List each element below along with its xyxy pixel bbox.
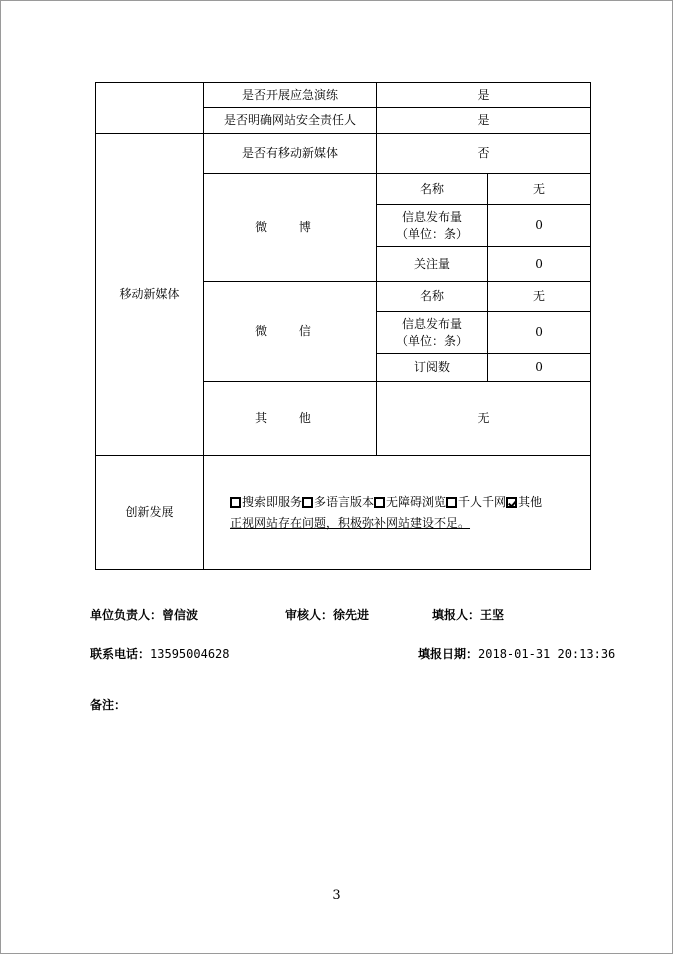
remark-label: 备注： (90, 698, 127, 712)
option-label: 无障碍浏览 (386, 494, 447, 509)
drill-value: 是 (377, 83, 591, 108)
unit-head-line (90, 606, 198, 623)
reviewer-line (285, 606, 369, 623)
filler-value: 王坚 (480, 608, 505, 622)
wechat-posts-label-1: 信息发布量 (401, 316, 462, 331)
checkbox-other[interactable] (506, 497, 517, 508)
innovation-options (230, 492, 590, 513)
weibo-name-value: 无 (488, 174, 591, 205)
date-line (418, 645, 615, 662)
checkbox-accessibility[interactable] (374, 497, 385, 508)
innovation-note: 正视网站存在问题，积极弥补网站建设不足。 (230, 515, 471, 530)
weibo-name-label: 名称 (377, 174, 488, 205)
weibo-followers-value: 0 (488, 247, 591, 282)
has-media-value: 否 (377, 134, 591, 174)
report-table (95, 82, 591, 570)
date-value: 2018-01-31 20:13:36 (478, 647, 616, 661)
date-label: 填报日期： (418, 647, 479, 661)
wechat-subscribers-value: 0 (488, 354, 591, 382)
checkbox-multilingual[interactable] (302, 497, 313, 508)
weibo-posts-label (377, 205, 488, 247)
checkbox-personalized[interactable] (446, 497, 457, 508)
unit-head-value: 曾信波 (162, 608, 199, 622)
wechat-posts-label (377, 312, 488, 354)
wechat-label: 微 信 (204, 282, 377, 382)
phone-value: 13595004628 (150, 647, 230, 661)
innovation-section-label: 创新发展 (96, 456, 204, 570)
wechat-name-label: 名称 (377, 282, 488, 312)
unit-head-label: 单位负责人： (90, 608, 163, 622)
blank-cell (96, 83, 204, 134)
reviewer-label: 审核人： (285, 608, 334, 622)
phone-line (90, 645, 230, 662)
reviewer-value: 徐先进 (333, 608, 370, 622)
other-value: 无 (377, 382, 591, 456)
drill-label: 是否开展应急演练 (204, 83, 377, 108)
filler-line (432, 606, 504, 623)
innovation-content (204, 456, 591, 570)
wechat-name-value: 无 (488, 282, 591, 312)
option-label: 千人千网 (458, 494, 507, 509)
weibo-posts-label-1: 信息发布量 (401, 209, 462, 224)
option-label: 搜索即服务 (242, 494, 303, 509)
weibo-label: 微 博 (204, 174, 377, 282)
wechat-subscribers-label: 订阅数 (377, 354, 488, 382)
option-label: 其他 (518, 494, 543, 509)
weibo-followers-label: 关注量 (377, 247, 488, 282)
media-section-label: 移动新媒体 (96, 134, 204, 456)
wechat-posts-label-2: （单位：条） (395, 333, 468, 348)
weibo-posts-label-2: （单位：条） (395, 226, 468, 241)
responsible-label: 是否明确网站安全责任人 (204, 108, 377, 134)
wechat-posts-value: 0 (488, 312, 591, 354)
filler-label: 填报人： (432, 608, 481, 622)
has-media-label: 是否有移动新媒体 (204, 134, 377, 174)
weibo-posts-value: 0 (488, 205, 591, 247)
checkbox-search-service[interactable] (230, 497, 241, 508)
other-label: 其 他 (204, 382, 377, 456)
responsible-value: 是 (377, 108, 591, 134)
option-label: 多语言版本 (314, 494, 375, 509)
page-number: 3 (332, 888, 341, 903)
phone-label: 联系电话： (90, 647, 151, 661)
